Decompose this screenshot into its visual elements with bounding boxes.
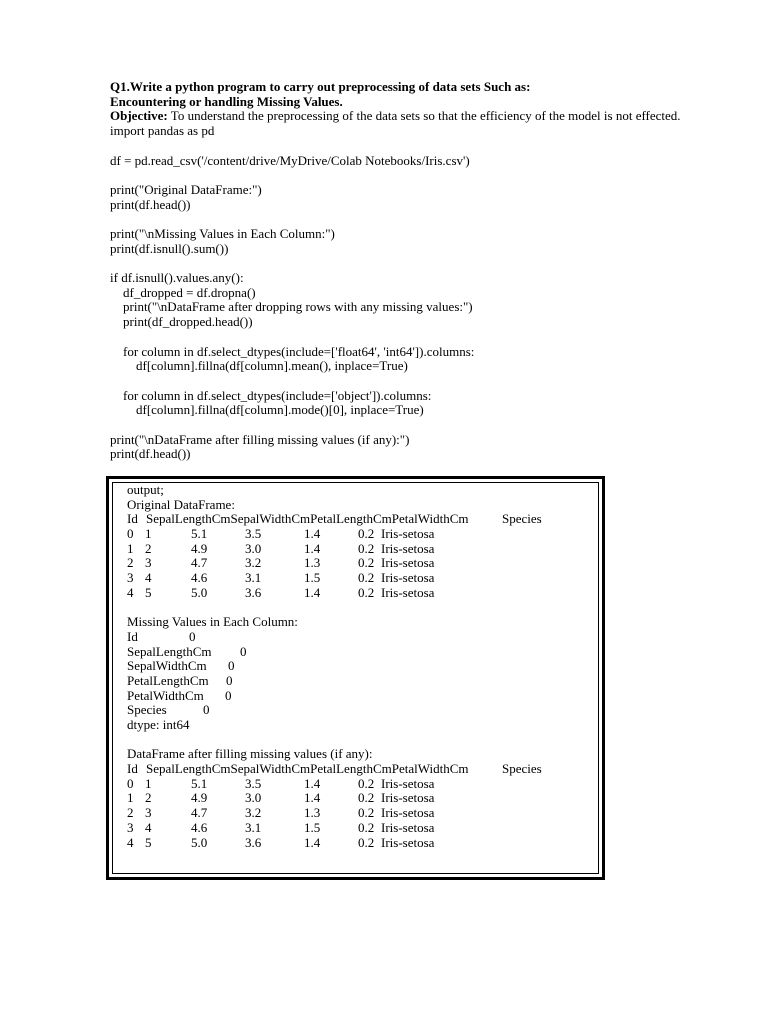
missing-value-row bbox=[127, 645, 597, 660]
table-cell-sp: Iris-setosa bbox=[381, 526, 435, 542]
code-line: print(df_dropped.head()) bbox=[110, 314, 253, 330]
dtype-line: dtype: int64 bbox=[127, 717, 190, 732]
code-line: print(df.isnull().sum()) bbox=[110, 240, 229, 256]
code-line: if df.isnull().values.any(): bbox=[110, 270, 244, 286]
code-line: print("Original DataFrame:") bbox=[110, 181, 262, 197]
table-cell-sp: Iris-setosa bbox=[381, 790, 435, 806]
table-cell-pl: 1.4 bbox=[304, 834, 321, 850]
table-cell-pw: 0.2 bbox=[358, 526, 375, 542]
header-measures: SepalLengthCmSepalWidthCmPetalLengthCmPetalWidthCm bbox=[146, 761, 469, 777]
table-row bbox=[127, 586, 597, 601]
missing-count: 0 bbox=[228, 658, 235, 674]
table-cell-idx: 3 bbox=[127, 570, 134, 586]
table-cell-idx: 1 bbox=[127, 540, 134, 556]
table-cell-sp: Iris-setosa bbox=[381, 775, 435, 791]
column-name: PetalWidthCm bbox=[127, 687, 204, 703]
objective-label: Objective: bbox=[110, 108, 168, 124]
code-line: df_dropped = df.dropna() bbox=[110, 284, 256, 300]
code-line: df[column].fillna(df[column].mode()[0], inplace=True) bbox=[110, 402, 424, 418]
missing-value-row bbox=[127, 689, 597, 704]
objective bbox=[110, 109, 720, 124]
missing-value-row bbox=[127, 703, 597, 718]
table-cell-sw: 3.1 bbox=[245, 570, 262, 586]
table-cell-id: 2 bbox=[145, 790, 152, 806]
table-cell-idx: 2 bbox=[127, 805, 134, 821]
code-line: print(df.head()) bbox=[110, 446, 191, 462]
table-row bbox=[127, 571, 597, 586]
table-row bbox=[127, 836, 597, 851]
code-line: df = pd.read_csv('/content/drive/MyDrive/Colab Notebooks/Iris.csv') bbox=[110, 152, 470, 168]
missing-value-row bbox=[127, 674, 597, 689]
column-name: Species bbox=[127, 702, 167, 718]
table-cell-idx: 2 bbox=[127, 555, 134, 571]
code-line: for column in df.select_dtypes(include=['float64', 'int64']).columns: bbox=[110, 343, 475, 359]
table-cell-id: 4 bbox=[145, 819, 152, 835]
question-title-line2: Encountering or handling Missing Values. bbox=[110, 93, 343, 109]
table-cell-sw: 3.5 bbox=[245, 526, 262, 542]
objective-text: To understand the preprocessing of the data sets so that the efficiency of the model is not effected. bbox=[167, 108, 681, 124]
table-cell-sw: 3.2 bbox=[245, 555, 262, 571]
table-cell-id: 1 bbox=[145, 526, 152, 542]
missing-count: 0 bbox=[225, 687, 232, 703]
missing-count: 0 bbox=[240, 643, 247, 659]
table-header bbox=[127, 762, 597, 777]
code-line: print("\nMissing Values in Each Column:") bbox=[110, 225, 335, 241]
table-cell-sp: Iris-setosa bbox=[381, 540, 435, 556]
table-cell-pw: 0.2 bbox=[358, 775, 375, 791]
table-cell-sl: 4.6 bbox=[191, 570, 208, 586]
column-name: PetalLengthCm bbox=[127, 672, 209, 688]
column-name: SepalLengthCm bbox=[127, 643, 212, 659]
missing-value-row bbox=[127, 659, 597, 674]
table-cell-id: 2 bbox=[145, 540, 152, 556]
table-cell-pw: 0.2 bbox=[358, 570, 375, 586]
table-cell-sl: 4.9 bbox=[191, 540, 208, 556]
output-content bbox=[127, 483, 597, 850]
table-cell-pl: 1.3 bbox=[304, 555, 321, 571]
table-cell-idx: 0 bbox=[127, 775, 134, 791]
table-cell-sw: 3.0 bbox=[245, 790, 262, 806]
column-name: SepalWidthCm bbox=[127, 658, 207, 674]
table-row bbox=[127, 542, 597, 557]
table-cell-pl: 1.5 bbox=[304, 570, 321, 586]
document-body bbox=[110, 80, 720, 462]
missing-count: 0 bbox=[189, 628, 196, 644]
missing-value-row bbox=[127, 630, 597, 645]
table-cell-id: 3 bbox=[145, 805, 152, 821]
table-cell-pw: 0.2 bbox=[358, 805, 375, 821]
missing-values-title: Missing Values in Each Column: bbox=[127, 614, 298, 630]
table-cell-sw: 3.6 bbox=[245, 584, 262, 600]
header-id: Id bbox=[127, 511, 138, 527]
table-cell-pw: 0.2 bbox=[358, 540, 375, 556]
table-cell-idx: 1 bbox=[127, 790, 134, 806]
header-species: Species bbox=[502, 511, 542, 527]
table-row bbox=[127, 791, 597, 806]
table-cell-sp: Iris-setosa bbox=[381, 570, 435, 586]
table-cell-sw: 3.2 bbox=[245, 805, 262, 821]
table-cell-pl: 1.4 bbox=[304, 790, 321, 806]
header-id: Id bbox=[127, 761, 138, 777]
table-cell-pl: 1.4 bbox=[304, 526, 321, 542]
table-row bbox=[127, 821, 597, 836]
table-cell-sl: 5.1 bbox=[191, 526, 208, 542]
table-cell-sl: 4.7 bbox=[191, 805, 208, 821]
table-row bbox=[127, 527, 597, 542]
table-cell-idx: 0 bbox=[127, 526, 134, 542]
table-cell-id: 5 bbox=[145, 584, 152, 600]
table-cell-pw: 0.2 bbox=[358, 555, 375, 571]
missing-count: 0 bbox=[226, 672, 233, 688]
table-cell-sw: 3.0 bbox=[245, 540, 262, 556]
table-cell-sp: Iris-setosa bbox=[381, 819, 435, 835]
table-cell-pw: 0.2 bbox=[358, 819, 375, 835]
question-title-line1: Q1.Write a python program to carry out preprocessing of data sets Such as: bbox=[110, 79, 531, 94]
table-cell-pl: 1.4 bbox=[304, 540, 321, 556]
header-species: Species bbox=[502, 761, 542, 777]
code-line: import pandas as pd bbox=[110, 123, 215, 139]
table-cell-sw: 3.5 bbox=[245, 775, 262, 791]
column-name: Id bbox=[127, 628, 138, 644]
table-cell-id: 3 bbox=[145, 555, 152, 571]
table-cell-pw: 0.2 bbox=[358, 834, 375, 850]
table-row bbox=[127, 806, 597, 821]
table-row bbox=[127, 556, 597, 571]
table-cell-sl: 4.9 bbox=[191, 790, 208, 806]
table-cell-pw: 0.2 bbox=[358, 790, 375, 806]
table-cell-idx: 4 bbox=[127, 834, 134, 850]
original-dataframe-title: Original DataFrame: bbox=[127, 496, 235, 512]
code-line: for column in df.select_dtypes(include=['object']).columns: bbox=[110, 387, 432, 403]
table-cell-pl: 1.4 bbox=[304, 775, 321, 791]
table-cell-pw: 0.2 bbox=[358, 584, 375, 600]
header-measures: SepalLengthCmSepalWidthCmPetalLengthCmPetalWidthCm bbox=[146, 511, 469, 527]
table-cell-sp: Iris-setosa bbox=[381, 805, 435, 821]
missing-count: 0 bbox=[203, 702, 210, 718]
table-cell-sp: Iris-setosa bbox=[381, 834, 435, 850]
table-cell-sp: Iris-setosa bbox=[381, 555, 435, 571]
table-cell-sl: 5.0 bbox=[191, 584, 208, 600]
table-cell-sl: 4.6 bbox=[191, 819, 208, 835]
table-cell-pl: 1.3 bbox=[304, 805, 321, 821]
table-cell-sw: 3.6 bbox=[245, 834, 262, 850]
table-cell-id: 1 bbox=[145, 775, 152, 791]
table-cell-sl: 5.1 bbox=[191, 775, 208, 791]
table-cell-pl: 1.4 bbox=[304, 584, 321, 600]
table-cell-sl: 5.0 bbox=[191, 834, 208, 850]
output-label: output; bbox=[127, 482, 164, 497]
table-cell-idx: 4 bbox=[127, 584, 134, 600]
table-cell-idx: 3 bbox=[127, 819, 134, 835]
table-cell-sp: Iris-setosa bbox=[381, 584, 435, 600]
table-cell-id: 4 bbox=[145, 570, 152, 586]
code-line: print(df.head()) bbox=[110, 196, 191, 212]
table-cell-sw: 3.1 bbox=[245, 819, 262, 835]
table-header bbox=[127, 512, 597, 527]
table-cell-id: 5 bbox=[145, 834, 152, 850]
filled-dataframe-title: DataFrame after filling missing values (if any): bbox=[127, 746, 373, 762]
code-line: print("\nDataFrame after dropping rows with any missing values:") bbox=[110, 299, 473, 315]
code-line: df[column].fillna(df[column].mean(), inplace=True) bbox=[110, 358, 408, 374]
code-line: print("\nDataFrame after filling missing values (if any):") bbox=[110, 431, 410, 447]
table-row bbox=[127, 777, 597, 792]
table-cell-pl: 1.5 bbox=[304, 819, 321, 835]
table-cell-sl: 4.7 bbox=[191, 555, 208, 571]
